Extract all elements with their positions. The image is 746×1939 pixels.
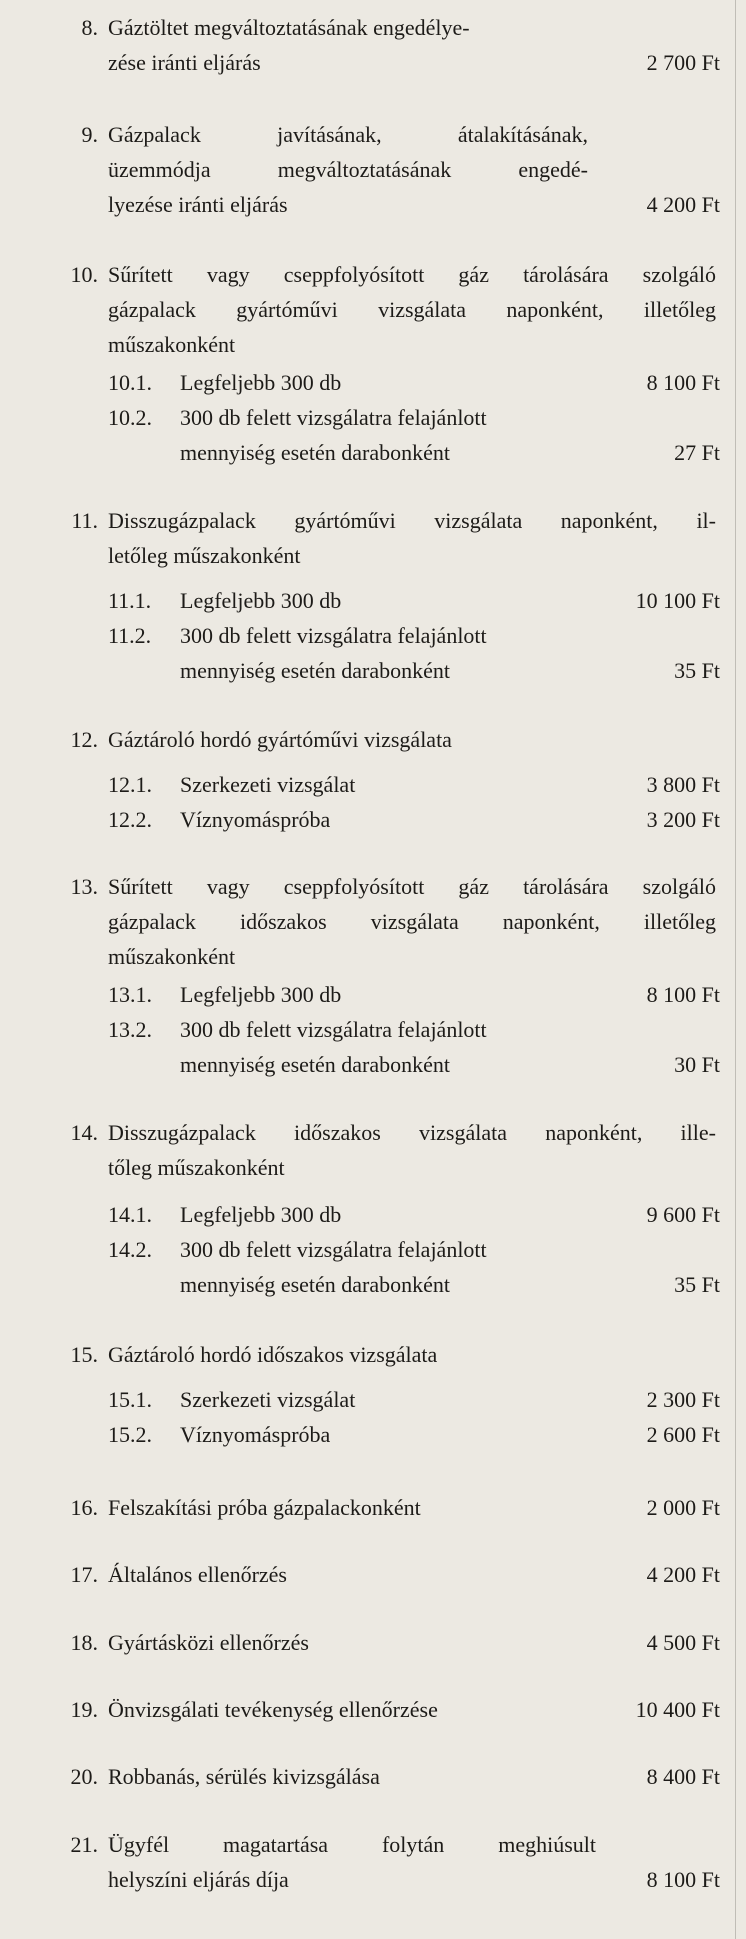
sub-item-line: 300 db felett vizsgálatra felajánlott — [180, 405, 487, 430]
sub-item-label: Szerkezeti vizsgálat — [180, 772, 356, 797]
sub-item-label: Legfeljebb 300 db — [180, 982, 342, 1007]
sub-item-number: 10.2. — [108, 405, 152, 430]
item-price: 2 000 Ft — [646, 1495, 720, 1520]
item-description — [108, 503, 716, 573]
sub-item-number: 12.2. — [108, 807, 152, 832]
item-line: Gáztároló hordó időszakos vizsgálata — [108, 1342, 438, 1367]
item-line: Ügyfél magatartása folytán meghiúsult — [108, 1832, 596, 1857]
sub-item-label — [180, 400, 487, 470]
item-number: 9. — [81, 122, 98, 147]
right-edge-rule — [735, 0, 736, 1939]
item-line: Sűrített vagy cseppfolyósított gáz tárolására szolgáló — [108, 262, 716, 287]
item-description — [108, 1557, 716, 1592]
sub-item-line: mennyiség esetén darabonként — [180, 1052, 451, 1077]
sub-item-price: 30 Ft — [674, 1052, 720, 1077]
item-line: Általános ellenőrzés — [108, 1562, 287, 1587]
item-description — [108, 1625, 716, 1660]
item-number: 13. — [70, 874, 98, 899]
sub-item-number: 11.1. — [108, 588, 152, 613]
item-line: helyszíni eljárás díja — [108, 1867, 289, 1892]
item-description — [108, 257, 716, 362]
item-line: tőleg műszakonként — [108, 1155, 285, 1180]
item-number: 18. — [70, 1630, 98, 1655]
item-price: 2 700 Ft — [646, 50, 720, 75]
item-number: 8. — [81, 15, 98, 40]
item-line: műszakonként — [108, 332, 236, 357]
item-line: Önvizsgálati tevékenység ellenőrzése — [108, 1697, 438, 1722]
item-line: zése iránti eljárás — [108, 50, 261, 75]
item-line: üzemmódja megváltoztatásának engedé- — [108, 157, 588, 182]
sub-item-line: mennyiség esetén darabonként — [180, 1272, 451, 1297]
sub-item-number: 14.2. — [108, 1237, 152, 1262]
item-price: 10 400 Ft — [635, 1697, 720, 1722]
sub-item-number: 15.2. — [108, 1422, 152, 1447]
item-number: 11. — [71, 508, 98, 533]
item-description — [108, 1827, 596, 1897]
sub-item-line: 300 db felett vizsgálatra felajánlott — [180, 1017, 487, 1042]
item-price: 8 100 Ft — [646, 1867, 720, 1892]
sub-item-label: Legfeljebb 300 db — [180, 1202, 342, 1227]
item-line: Robbanás, sérülés kivizsgálása — [108, 1764, 380, 1789]
item-description — [108, 1490, 716, 1525]
item-price: 4 200 Ft — [646, 192, 720, 217]
item-number: 16. — [70, 1495, 98, 1520]
sub-item-label: Legfeljebb 300 db — [180, 588, 342, 613]
item-line: gázpalack gyártóművi vizsgálata naponként, illetőleg — [108, 297, 716, 322]
sub-item-price: 8 100 Ft — [646, 982, 720, 1007]
item-number: 21. — [70, 1832, 98, 1857]
sub-item-label — [180, 1012, 487, 1082]
sub-item-line: 300 db felett vizsgálatra felajánlott — [180, 623, 487, 648]
sub-item-number: 10.1. — [108, 370, 152, 395]
item-price: 4 500 Ft — [646, 1630, 720, 1655]
sub-item-price: 3 200 Ft — [646, 807, 720, 832]
item-description — [108, 1337, 716, 1372]
item-description — [108, 1759, 716, 1794]
item-line: letőleg műszakonként — [108, 543, 301, 568]
sub-item-price: 27 Ft — [674, 440, 720, 465]
item-description — [108, 117, 588, 222]
item-description — [108, 1115, 716, 1185]
sub-item-label — [180, 618, 487, 688]
item-price: 8 400 Ft — [646, 1764, 720, 1789]
sub-item-price: 35 Ft — [674, 658, 720, 683]
sub-item-price: 2 600 Ft — [646, 1422, 720, 1447]
sub-item-price: 10 100 Ft — [635, 588, 720, 613]
item-description — [108, 869, 716, 974]
item-line: Felszakítási próba gázpalackonként — [108, 1495, 421, 1520]
sub-item-number: 11.2. — [108, 623, 152, 648]
item-line: Disszugázpalack időszakos vizsgálata naponként, ille- — [108, 1120, 716, 1145]
sub-item-price: 3 800 Ft — [646, 772, 720, 797]
sub-item-line: 300 db felett vizsgálatra felajánlott — [180, 1237, 487, 1262]
item-description — [108, 10, 588, 80]
sub-item-label: Szerkezeti vizsgálat — [180, 1387, 356, 1412]
item-number: 12. — [70, 727, 98, 752]
item-line: műszakonként — [108, 944, 236, 969]
item-number: 17. — [70, 1562, 98, 1587]
sub-item-price: 8 100 Ft — [646, 370, 720, 395]
item-number: 19. — [70, 1697, 98, 1722]
item-number: 15. — [70, 1342, 98, 1367]
sub-item-number: 14.1. — [108, 1202, 152, 1227]
item-line: Disszugázpalack gyártóművi vizsgálata naponként, il- — [108, 508, 716, 533]
sub-item-label: Víznyomáspróba — [180, 807, 331, 832]
item-line: Gázpalack javításának, átalakításának, — [108, 122, 588, 147]
item-line: gázpalack időszakos vizsgálata naponként, illetőleg — [108, 909, 716, 934]
item-description — [108, 722, 716, 757]
item-description — [108, 1692, 716, 1727]
item-line: Sűrített vagy cseppfolyósított gáz tárolására szolgáló — [108, 874, 716, 899]
item-number: 20. — [70, 1764, 98, 1789]
item-price: 4 200 Ft — [646, 1562, 720, 1587]
item-line: Gáztöltet megváltoztatásának engedélye- — [108, 15, 470, 40]
sub-item-line: mennyiség esetén darabonként — [180, 440, 451, 465]
sub-item-number: 13.1. — [108, 982, 152, 1007]
sub-item-number: 15.1. — [108, 1387, 152, 1412]
item-line: Gáztároló hordó gyártóművi vizsgálata — [108, 727, 452, 752]
sub-item-line: mennyiség esetén darabonként — [180, 658, 451, 683]
sub-item-price: 2 300 Ft — [646, 1387, 720, 1412]
item-line: Gyártásközi ellenőrzés — [108, 1630, 309, 1655]
sub-item-number: 13.2. — [108, 1017, 152, 1042]
item-line: lyezése iránti eljárás — [108, 192, 288, 217]
sub-item-price: 35 Ft — [674, 1272, 720, 1297]
item-number: 14. — [70, 1120, 98, 1145]
sub-item-label — [180, 1232, 487, 1302]
sub-item-price: 9 600 Ft — [646, 1202, 720, 1227]
sub-item-label: Víznyomáspróba — [180, 1422, 331, 1447]
item-number: 10. — [70, 262, 98, 287]
sub-item-number: 12.1. — [108, 772, 152, 797]
sub-item-label: Legfeljebb 300 db — [180, 370, 342, 395]
